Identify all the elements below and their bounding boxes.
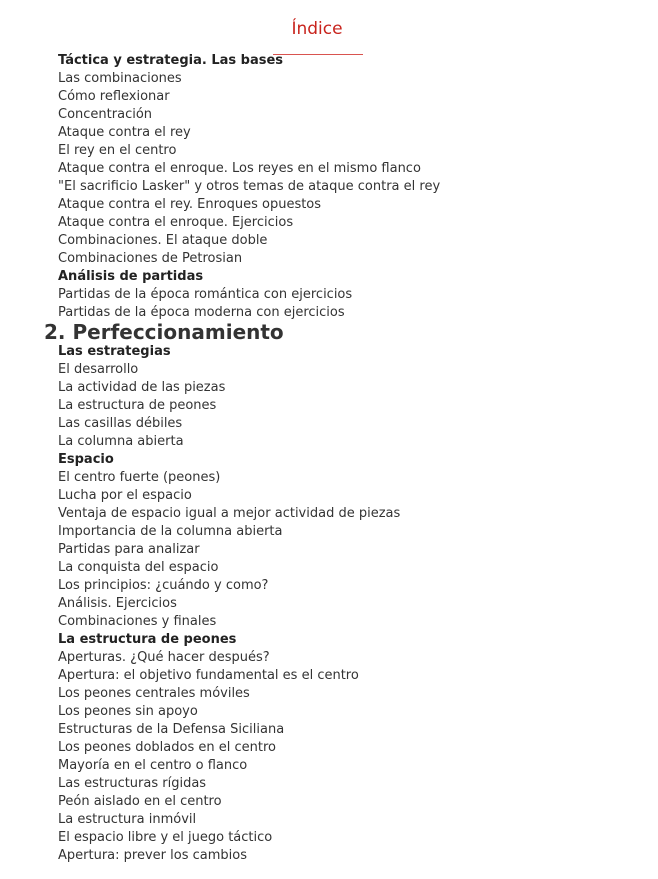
toc-link[interactable]: Los peones doblados en el centro: [58, 740, 276, 755]
toc-link[interactable]: Apertura: el objetivo fundamental es el centro: [58, 668, 359, 683]
toc-link[interactable]: Partidas para analizar: [58, 542, 200, 557]
toc-link[interactable]: Las estructuras rígidas: [58, 776, 207, 791]
toc-link[interactable]: Los peones centrales móviles: [58, 686, 250, 701]
toc-link[interactable]: Partidas de la época romántica con ejercicios: [58, 287, 353, 302]
toc-link[interactable]: Cómo reflexionar: [58, 89, 170, 104]
toc-link[interactable]: Lucha por el espacio: [58, 488, 192, 503]
toc-section-heading[interactable]: Espacio: [58, 452, 114, 467]
toc-link[interactable]: Combinaciones de Petrosian: [58, 251, 243, 266]
toc-link[interactable]: Ventaja de espacio igual a mejor actividad de piezas: [58, 506, 401, 521]
toc-link[interactable]: Combinaciones y finales: [58, 614, 217, 629]
toc-link[interactable]: Los peones sin apoyo: [58, 704, 198, 719]
toc-link[interactable]: Ataque contra el enroque. Los reyes en el mismo flanco: [58, 161, 421, 176]
toc-part-heading[interactable]: 2. Perfeccionamiento: [44, 320, 284, 344]
toc-link[interactable]: La estructura de peones: [58, 398, 217, 413]
toc-link[interactable]: Las combinaciones: [58, 71, 182, 86]
toc-link[interactable]: Combinaciones. El ataque doble: [58, 233, 268, 248]
toc-link[interactable]: Mayoría en el centro o flanco: [58, 758, 248, 773]
toc-section-heading[interactable]: La estructura de peones: [58, 632, 237, 647]
toc-link[interactable]: La conquista del espacio: [58, 560, 219, 575]
toc-link[interactable]: Análisis. Ejercicios: [58, 596, 177, 611]
toc-link[interactable]: Partidas de la época moderna con ejercicios: [58, 305, 345, 320]
toc-link[interactable]: La actividad de las piezas: [58, 380, 226, 395]
toc-link[interactable]: El espacio libre y el juego táctico: [58, 830, 273, 845]
toc-link[interactable]: El rey en el centro: [58, 143, 177, 158]
toc-section-heading[interactable]: Táctica y estrategia. Las bases: [58, 53, 284, 68]
toc-link[interactable]: Estructuras de la Defensa Siciliana: [58, 722, 285, 737]
toc-link[interactable]: El centro fuerte (peones): [58, 470, 221, 485]
toc-link[interactable]: Las casillas débiles: [58, 416, 183, 431]
toc-link[interactable]: Aperturas. ¿Qué hacer después?: [58, 650, 270, 665]
toc-link[interactable]: Los principios: ¿cuándo y como?: [58, 578, 269, 593]
table-of-contents: [0, 52, 658, 865]
toc-link[interactable]: Ataque contra el enroque. Ejercicios: [58, 215, 294, 230]
toc-link[interactable]: Importancia de la columna abierta: [58, 524, 283, 539]
toc-link[interactable]: Ataque contra el rey. Enroques opuestos: [58, 197, 322, 212]
toc-link[interactable]: La columna abierta: [58, 434, 184, 449]
toc-link[interactable]: Peón aislado en el centro: [58, 794, 222, 809]
toc-link[interactable]: Apertura: prever los cambios: [58, 848, 247, 863]
toc-link[interactable]: Ataque contra el rey: [58, 125, 191, 140]
page-title: Índice: [291, 19, 343, 39]
toc-section-heading[interactable]: Las estrategias: [58, 344, 171, 359]
toc-link[interactable]: El desarrollo: [58, 362, 139, 377]
toc-link[interactable]: Concentración: [58, 107, 153, 122]
toc-link[interactable]: La estructura inmóvil: [58, 812, 197, 827]
toc-section-heading[interactable]: Análisis de partidas: [58, 269, 204, 284]
toc-link[interactable]: "El sacrificio Lasker" y otros temas de ataque contra el rey: [58, 179, 441, 194]
